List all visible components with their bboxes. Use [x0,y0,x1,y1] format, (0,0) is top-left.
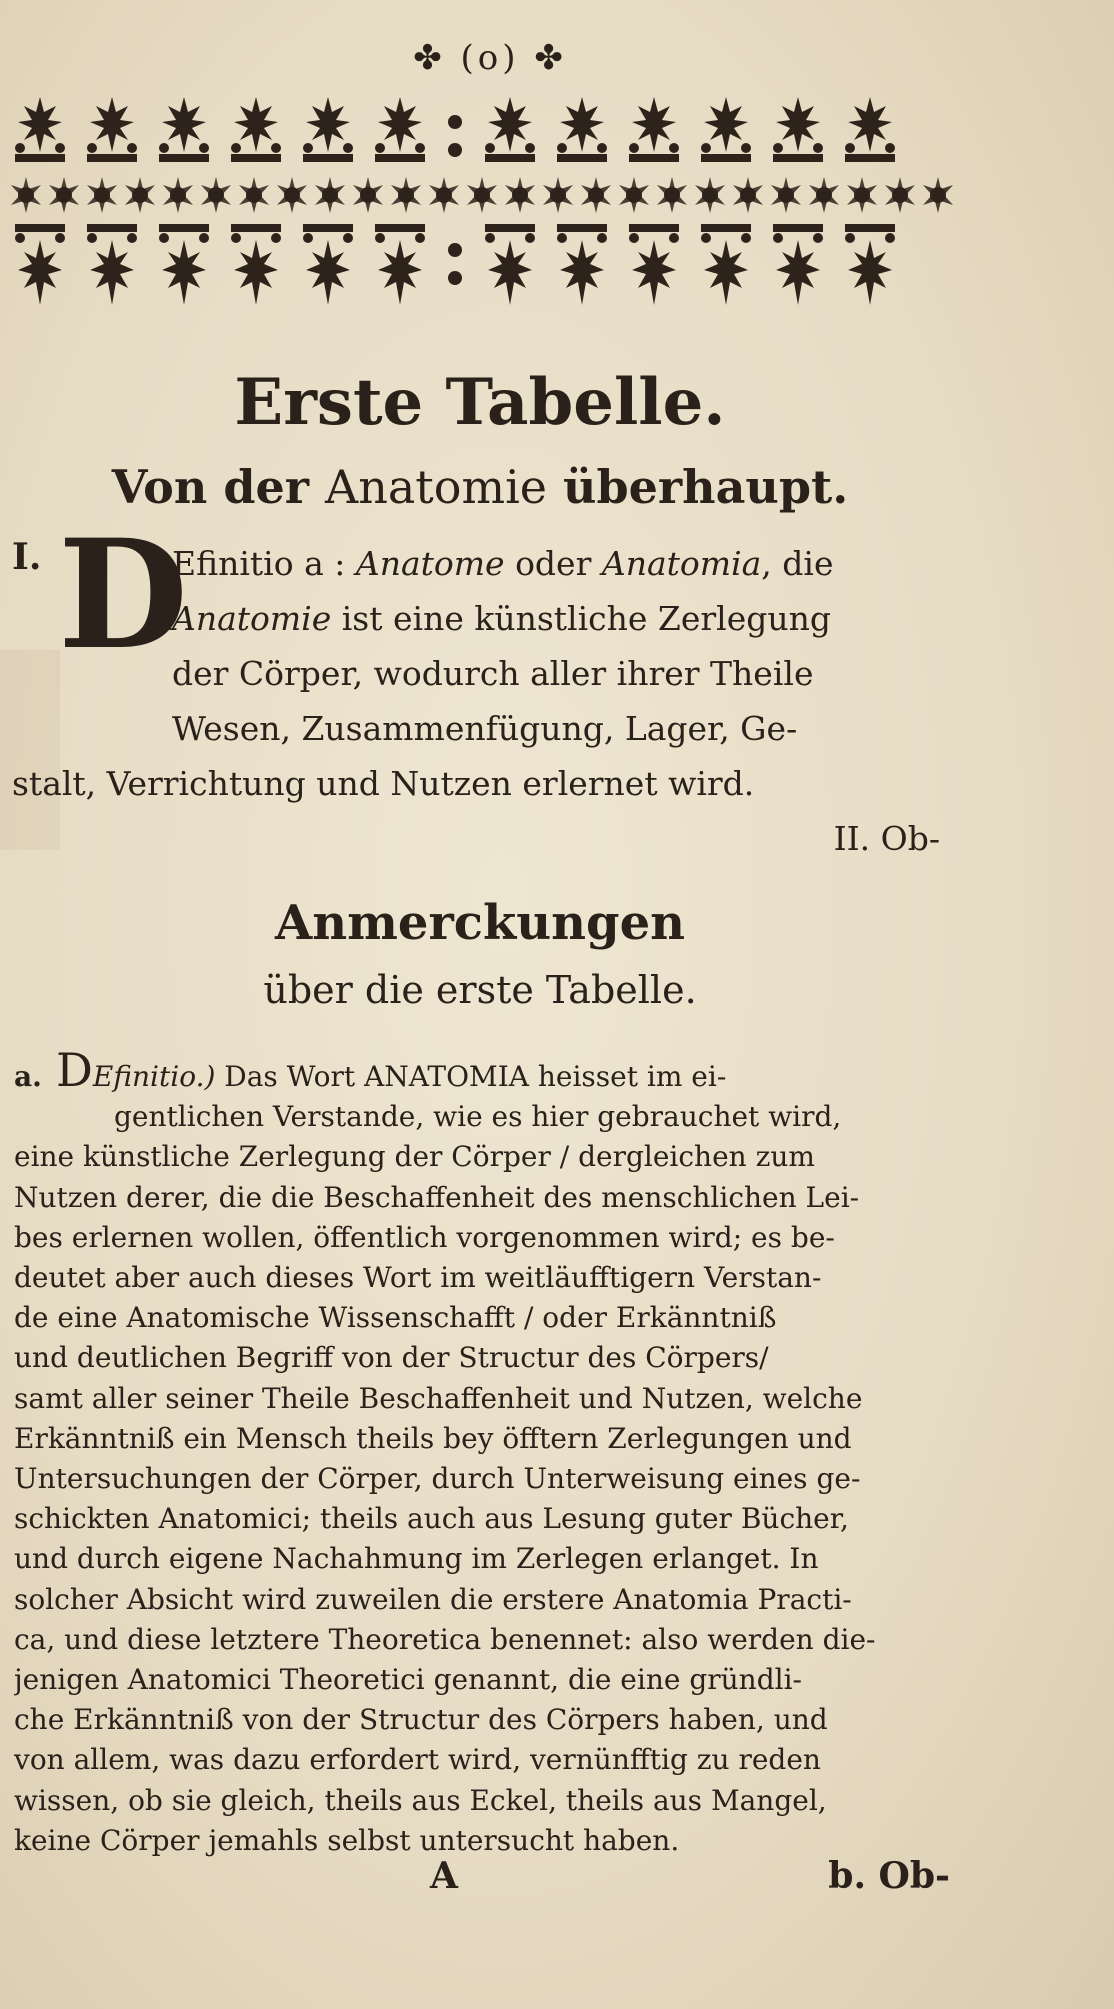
text-line: gentlichen Verstande, wie es hier gebrauchet wird, [114,1100,842,1134]
drop-cap: D [58,507,189,683]
text-line: schickten Anatomici; theils auch aus Lesung guter Bücher, [14,1502,849,1536]
note-marker: a. [14,1060,42,1093]
text-line: deutet aber auch dieses Wort im weitläufftigern Verstan- [14,1261,822,1295]
subtitle-part-3: überhaupt. [563,460,849,514]
text-line: Untersuchungen der Cörper, durch Unterweisung eines ge- [14,1462,861,1496]
text-line: ca, und diese letztere Theoretica benennet: also werden die- [14,1622,876,1656]
note-initial: D [56,1050,93,1097]
text-line: und durch eigene Nachahmung im Zerlegen erlanget. In [14,1542,819,1576]
text-line: Nutzen derer, die die Beschaffenheit des menschlichen Lei- [14,1180,860,1214]
text-line: bes erlernen wollen, öffentlich vorgenommen wird; es be- [14,1220,835,1254]
ornament-row-bottom [10,220,960,310]
notes-title: Anmerckungen [274,895,686,951]
text-line: von allem, was dazu erfordert wird, vernünfftig zu reden [14,1743,821,1777]
subtitle-part-1: Von der [111,460,309,514]
text-line: che Erkänntniß von der Structur des Cörpers haben, und [14,1703,828,1737]
ornament-row-top [10,92,960,172]
star-ornament-icon: ✤ [534,38,567,78]
text-line: eine künstliche Zerlegung der Cörper / dergleichen zum [14,1140,815,1174]
text-line: der Cörper, wodurch aller ihrer Theile [172,654,814,693]
text-line: keine Cörper jemahls selbst untersucht haben. [14,1823,680,1857]
text-line: Wesen, Zusammenfügung, Lager, Ge- [172,709,798,748]
text-line: samt aller seiner Theile Beschaffenheit und Nutzen, welche [14,1381,863,1415]
rosette-icon [10,175,960,215]
text-line: de eine Anatomische Wissenschafft / oder Erkänntniß [14,1301,777,1335]
ornament-row-middle [10,175,960,215]
catchword: II. Ob- [833,819,940,858]
text-line: und deutlichen Begriff von der Structur des Cörpers/ [14,1341,769,1375]
text-line: a. DEfinitio.) Das Wort ANATOMIA heisset im ei- [14,1050,959,1097]
text-line: wissen, ob sie gleich, theils aus Eckel, theils aus Mangel, [14,1783,827,1817]
section-1-text [12,536,952,866]
notes-text [14,1050,959,1861]
notes-subtitle: über die erste Tabelle. [263,968,697,1012]
fleuron-icon [10,92,960,172]
text-line: Anatomie ist eine künstliche Zerlegung [172,599,831,638]
table-title: Erste Tabelle. [234,365,726,440]
text-line: Efinitio a : Anatome oder Anatomia, die [172,544,834,583]
text-line: Erkänntniß ein Mensch theils bey öfftern Zerlegungen und [14,1421,852,1455]
text-line: solcher Absicht wird zuweilen die erstere Anatomia Practi- [14,1582,852,1616]
subtitle-part-2: Anatomie [325,460,548,514]
footer-catchword: b. Ob- [828,1855,950,1897]
page-header [0,38,980,78]
section-numeral: I. [12,536,42,578]
star-ornament-icon: ✤ [413,38,446,78]
signature-mark: A [430,1855,458,1897]
text-line: jenigen Anatomici Theoretici genannt, die eine gründli- [14,1663,802,1697]
fleuron-inverted-icon [10,220,960,310]
page-number: (o) [460,38,520,78]
table-subtitle [0,460,960,514]
text-line: stalt, Verrichtung und Nutzen erlernet wird. [12,764,755,803]
